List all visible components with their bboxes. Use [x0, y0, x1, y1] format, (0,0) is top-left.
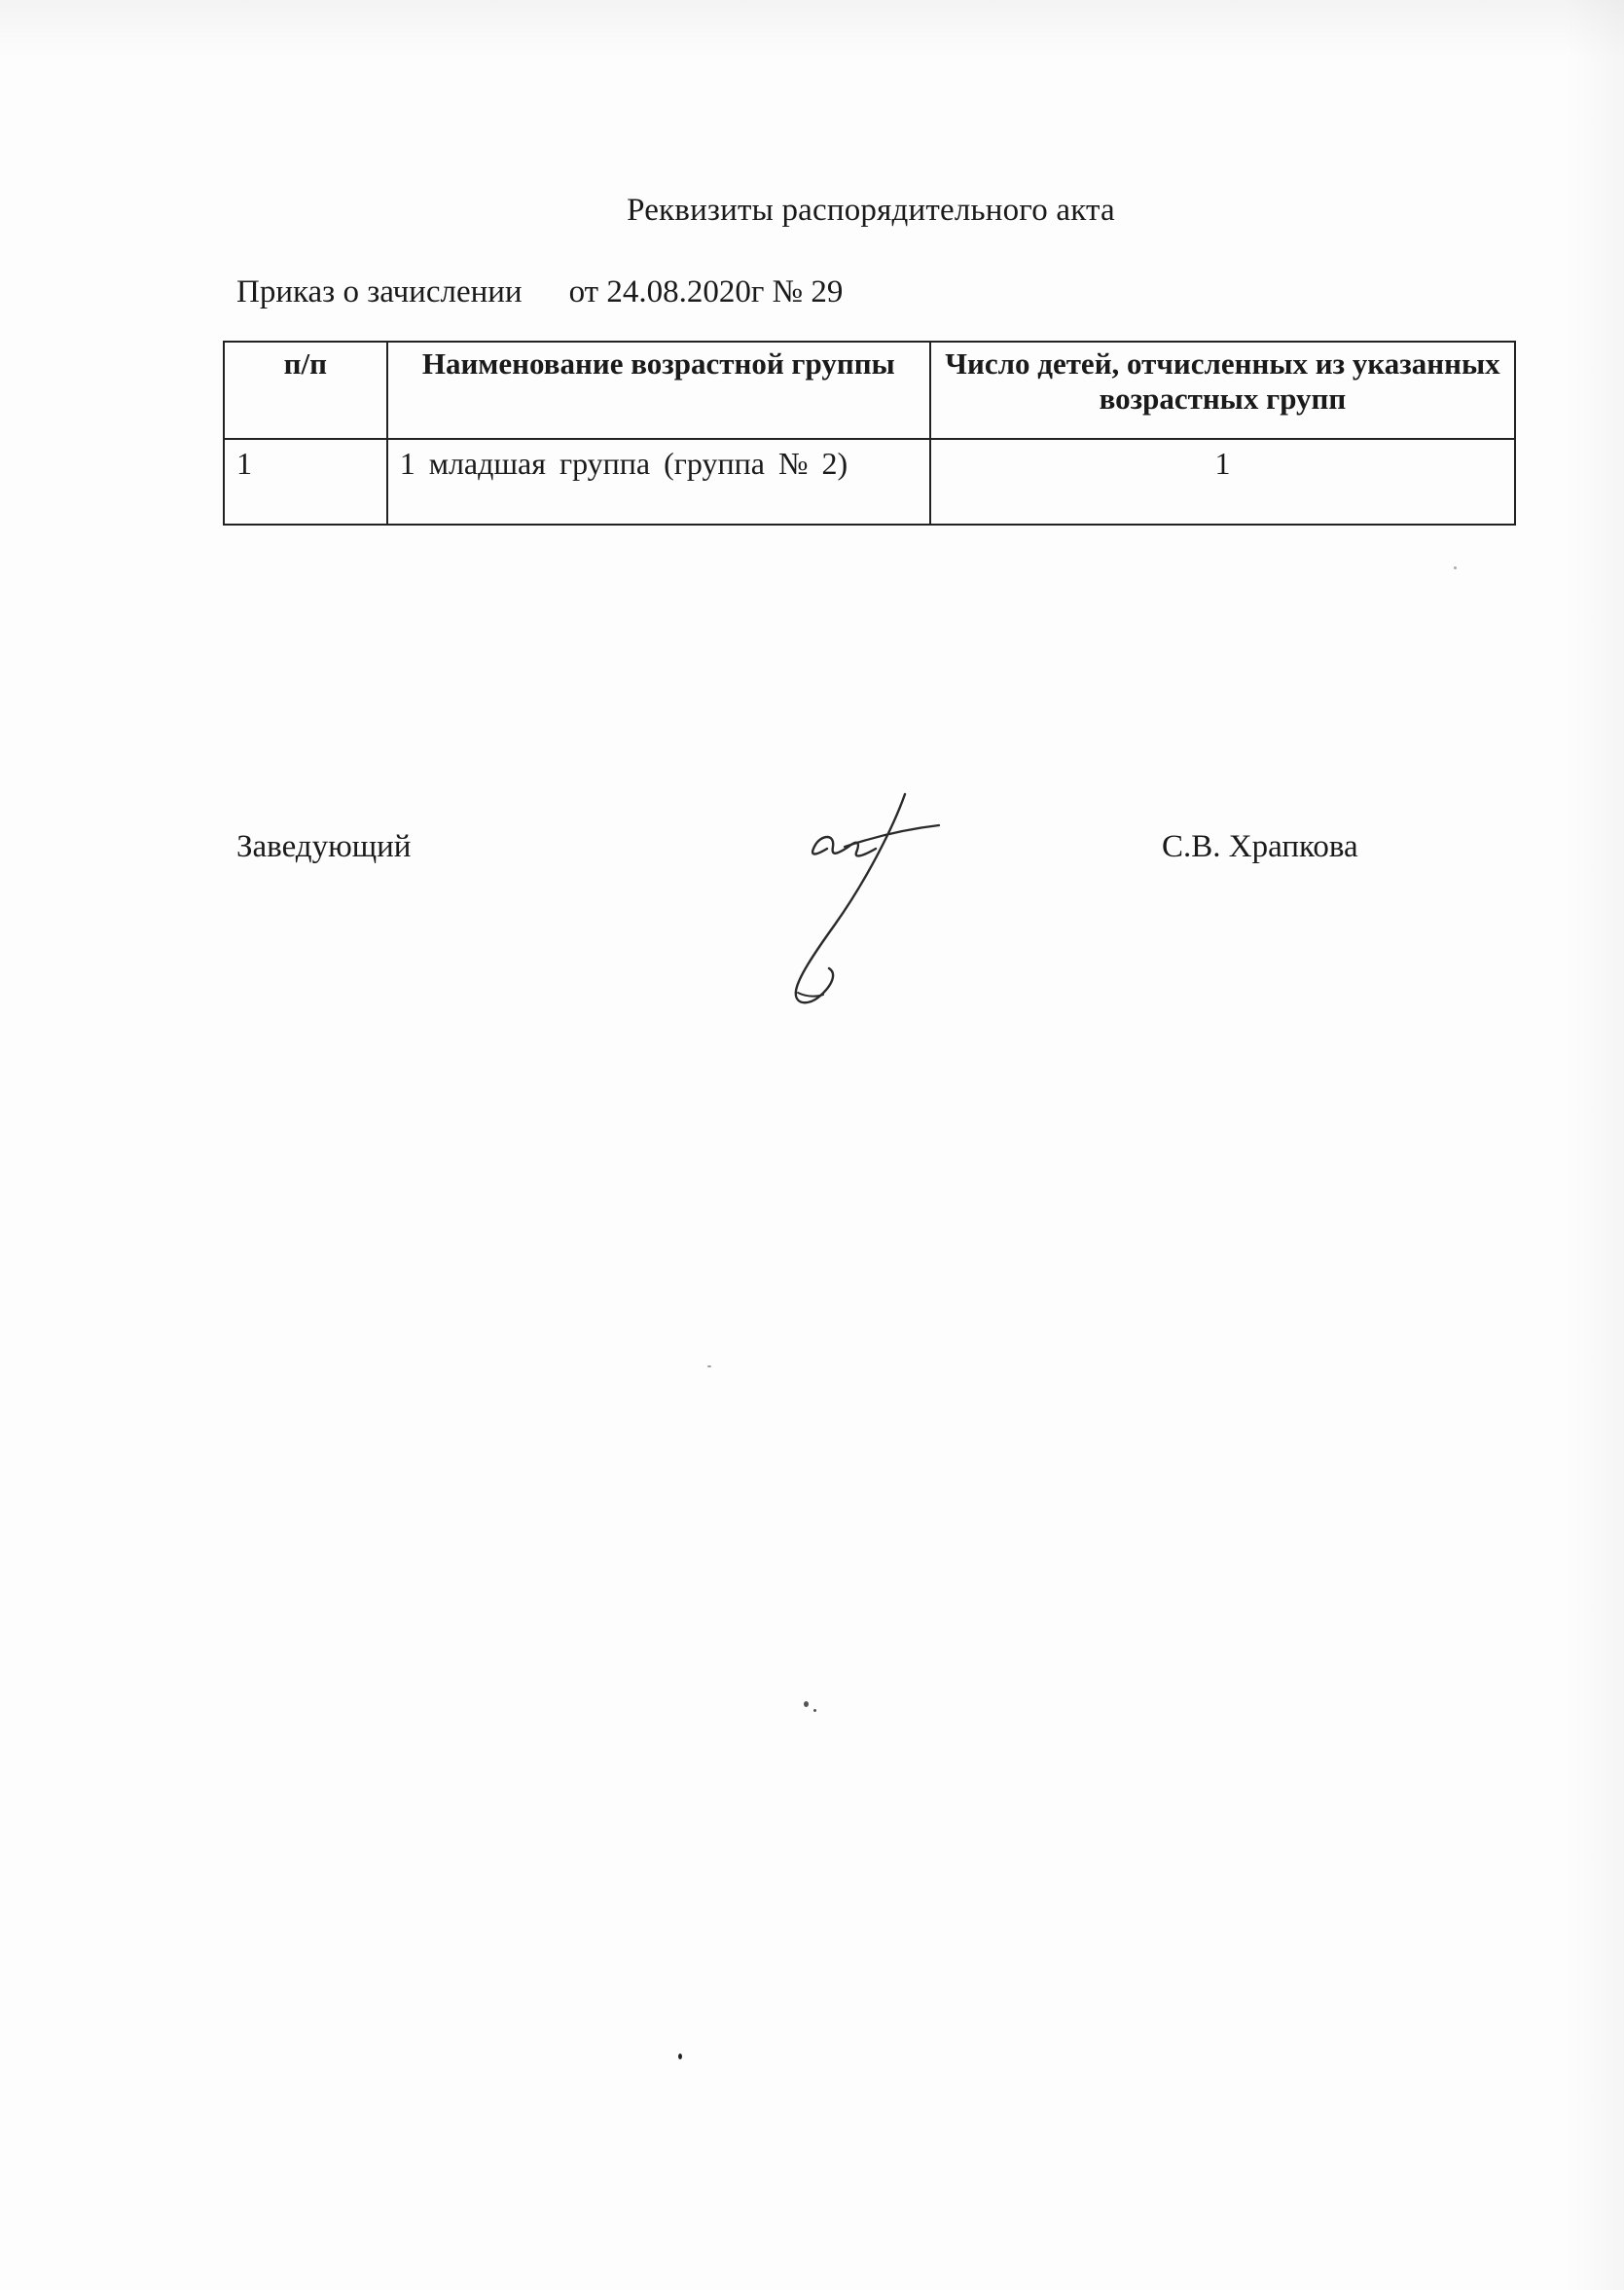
row-count-cell: 1	[930, 439, 1515, 525]
table-header-row	[224, 342, 1515, 439]
header-children-count: Число детей, отчисленных из указанных возрастных групп	[930, 342, 1515, 439]
scan-speck	[707, 1365, 711, 1367]
scan-speck	[813, 1709, 816, 1712]
header-number: п/п	[224, 342, 387, 439]
signatory-position: Заведующий	[236, 829, 412, 864]
scan-speck	[804, 1701, 809, 1707]
scan-speck	[1454, 566, 1457, 569]
header-group-name: Наименование возрастной группы	[387, 342, 930, 439]
order-details: от 24.08.2020г № 29	[568, 274, 844, 309]
row-group-cell: 1 младшая группа (группа № 2)	[387, 439, 930, 525]
table-row	[224, 439, 1515, 525]
scan-shadow-right	[1566, 0, 1624, 2290]
order-line	[236, 274, 843, 310]
row-number-cell: 1	[224, 439, 387, 525]
scan-shadow-top	[0, 0, 1624, 58]
signatory-name: С.В. Храпкова	[1162, 829, 1358, 864]
age-groups-table	[223, 341, 1516, 526]
document-title: Реквизиты распорядительного акта	[627, 193, 1115, 228]
scan-speck	[678, 2054, 682, 2059]
handwritten-signature	[759, 788, 973, 1012]
order-label: Приказ о зачислении	[236, 274, 523, 309]
